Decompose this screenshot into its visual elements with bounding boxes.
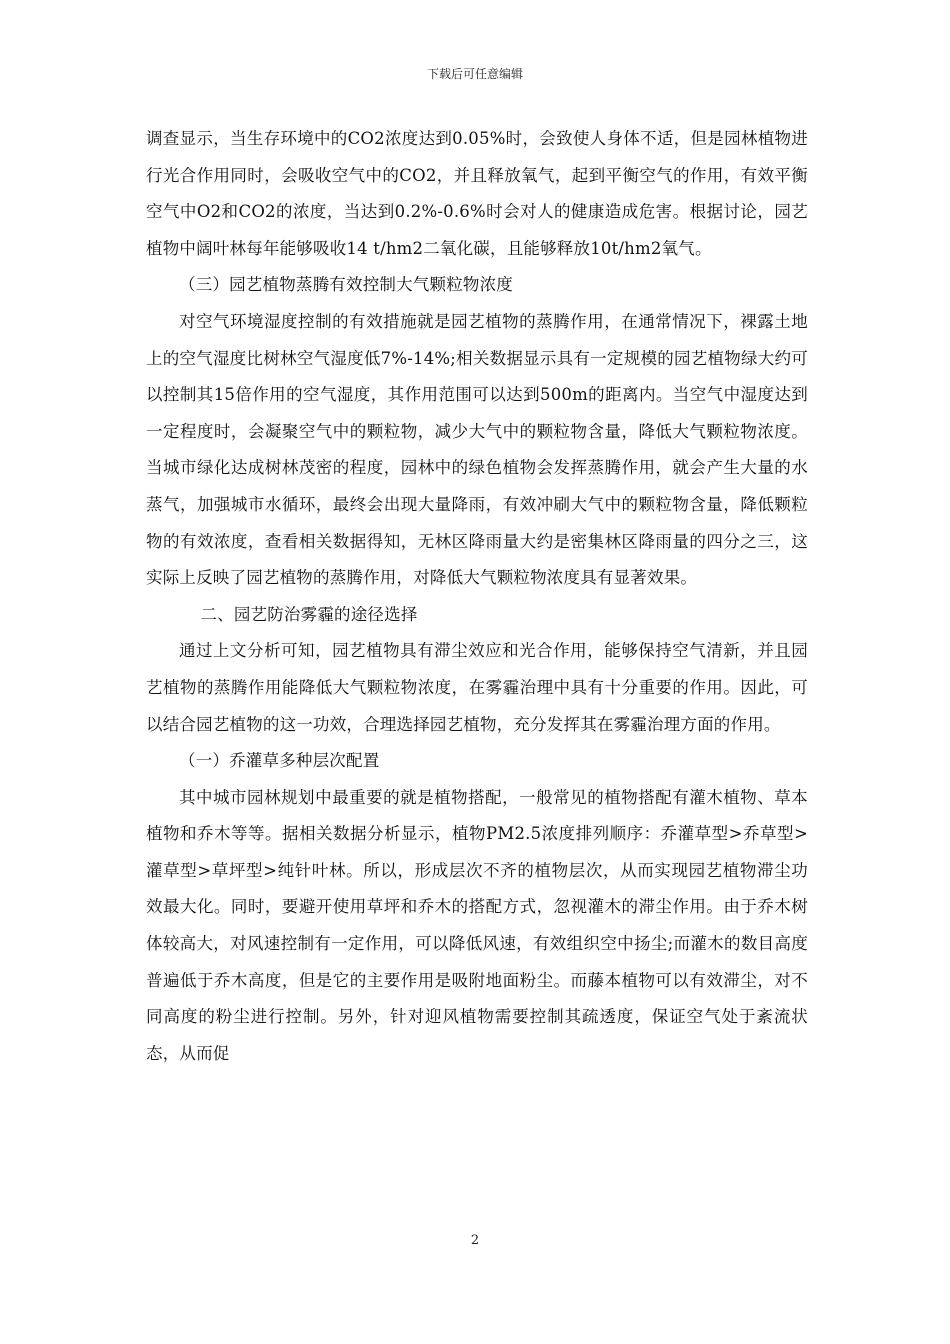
paragraph-transpiration: 对空气环境湿度控制的有效措施就是园艺植物的蒸腾作用，在通常情况下，裸露土地上的空气湿度比树林空气湿度低7%-14%;相关数据显示具有一定规模的园艺植物绿大约可以控制其15倍作用的空气湿度，其作用范围可以达到500m的距离内。当空气中湿度达到一定程度时，会凝聚空气中的颗粒物，减少大气中的颗粒物含量，降低大气颗粒物浓度。当城市绿化达成树林茂密的程度，园林中的绿色植物会发挥蒸腾作用，就会产生大量的水蒸气，加强城市水循环，最终会出现大量降雨，有效冲刷大气中的颗粒物含量，降低颗粒物的有效浓度，查看相关数据得知，无林区降雨量大约是密集林区降雨量的四分之三，这实际上反映了园艺植物的蒸腾作用，对降低大气颗粒物浓度具有显著效果。 (146, 311, 808, 588)
section-heading-haze-control: 二、园艺防治雾霾的途径选择 (200, 604, 418, 624)
paragraph-layered-planting: 其中城市园林规划中最重要的就是植物搭配，一般常见的植物搭配有灌木植物、草本植物和乔木等等。据相关数据分析显示，植物PM2.5浓度排列顺序：乔灌草型>乔草型>灌草型>草坪型>纯针叶林。所以，形成层次不齐的植物层次，从而实现园艺植物滞尘功效最大化。同时，要避开使用草坪和乔木的搭配方式，忽视灌木的滞尘作用。由于乔木树体较高大，对风速控制有一定作用，可以降低风速，有效组织空中扬尘;而灌木的数目高度普遍低于乔木高度，但是它的主要作用是吸附地面粉尘。而藤本植物可以有效滞尘，对不同高度的粉尘进行控制。另外，针对迎风植物需要控制其疏透度，保证空气处于紊流状态，从而促 (146, 787, 808, 1063)
page-header: 下载后可任意编辑 (426, 67, 523, 81)
document-body (146, 121, 808, 1072)
section-heading-transpiration: （三）园艺植物蒸腾有效控制大气颗粒物浓度 (179, 275, 513, 295)
page-number: 2 (470, 1233, 480, 1248)
paragraph-haze-control-intro: 通过上文分析可知，园艺植物具有滞尘效应和光合作用，能够保持空气清新，并且园艺植物的蒸腾作用能降低大气颗粒物浓度，在雾霾治理中具有十分重要的作用。因此，可以结合园艺植物的这一功效，合理选择园艺植物，充分发挥其在雾霾治理方面的作用。 (146, 641, 808, 734)
paragraph-co2-absorption: 调查显示，当生存环境中的CO2浓度达到0.05%时，会致使人身体不适，但是园林植物进行光合作用同时，会吸收空气中的CO2，并且释放氧气，起到平衡空气的作用，有效平衡空气中O2和CO2的浓度，当达到0.2%-0.6%时会对人的健康造成危害。根据讨论，园艺植物中阔叶林每年能够吸收14 t/hm2二氧化碳，且能够释放10t/hm2氧气。 (146, 129, 808, 258)
section-heading-layered-planting: （一）乔灌草多种层次配置 (179, 751, 380, 771)
